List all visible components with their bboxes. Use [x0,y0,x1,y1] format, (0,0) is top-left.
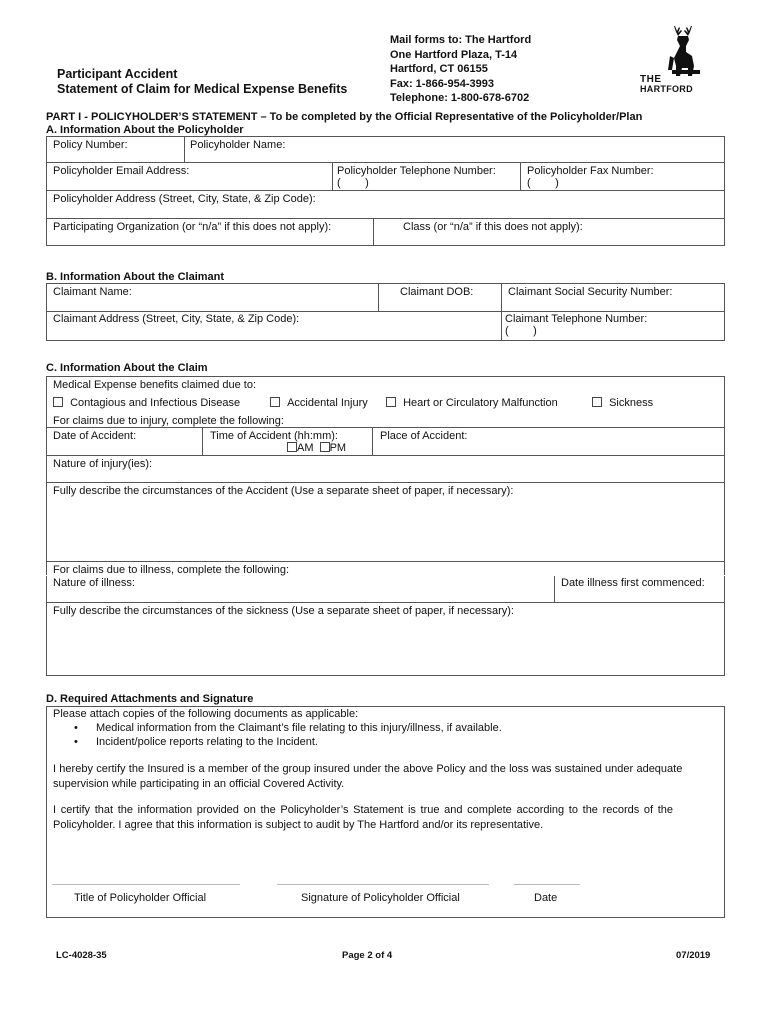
heart-label: Heart or Circulatory Malfunction [403,397,558,409]
section-b-heading: B. Information About the Claimant [46,271,225,283]
policyholder-email-field[interactable]: Policyholder Email Address: [53,165,190,177]
form-title [57,67,347,97]
form-title-line2: Statement of Claim for Medical Expense Benefits [57,82,348,96]
claimant-telephone-field[interactable]: Claimant Telephone Number: [505,313,648,325]
page-number: Page 2 of 4 [342,950,393,961]
date-of-accident-field[interactable]: Date of Accident: [53,430,137,442]
describe-accident-field[interactable]: Fully describe the circumstances of the Accident (Use a separate sheet of paper, if necessary): [53,485,514,497]
sickness-checkbox[interactable] [592,397,602,407]
option-sickness[interactable] [592,397,653,409]
policyholder-address-field[interactable]: Policyholder Address (Street, City, State, & Zip Code): [53,193,316,205]
stag-icon [648,26,708,78]
certify-1-line2: supervision while participating in an official Covered Activity. [53,777,345,790]
claimant-ssn-field[interactable]: Claimant Social Security Number: [508,286,673,298]
accidental-label: Accidental Injury [287,397,368,409]
claimant-dob-field[interactable]: Claimant DOB: [400,286,474,298]
class-field[interactable]: Class (or “n/a” if this does not apply): [403,221,583,233]
date-illness-field[interactable]: Date illness first commenced: [561,577,705,589]
mail-line: Fax: 1-866-954-3993 [390,77,494,90]
contagious-label: Contagious and Infectious Disease [70,397,241,409]
attachment-bullet-2: Incident/police reports relating to the Incident. [96,736,318,748]
claimant-name-field[interactable]: Claimant Name: [53,286,132,298]
title-of-official-label: Title of Policyholder Official [74,892,207,904]
attachment-bullet: • Medical information from the Claimant’s file relating to this injury/illness, if available. [74,722,502,734]
mail-line: One Hartford Plaza, T-14 [390,48,518,61]
claimed-due-to-label: Medical Expense benefits claimed due to: [53,379,257,391]
policyholder-fax-parens: ( ) [527,177,559,189]
certify-2-line1: I certify that the information provided on the Policyholder’s Statement is true and complete according to the records of the [53,804,674,816]
mail-line: Hartford, CT 06155 [390,63,488,75]
sickness-label: Sickness [609,397,654,409]
participating-organization-field[interactable]: Participating Organization (or “n/a” if this does not apply): [53,221,332,233]
section-d-heading: D. Required Attachments and Signature [46,693,254,705]
policyholder-telephone-parens: ( ) [337,177,369,189]
place-of-accident-field[interactable]: Place of Accident: [380,430,468,442]
am-label: AM [297,442,314,454]
injury-intro: For claims due to injury, complete the following: [53,415,284,427]
am-checkbox[interactable] [287,442,297,452]
contagious-checkbox[interactable] [53,397,63,407]
certify-statement-2 [53,803,673,832]
signature-of-official-label: Signature of Policyholder Official [301,892,460,904]
am-pm-options [287,442,346,454]
heart-checkbox[interactable] [386,397,396,407]
describe-sickness-field[interactable]: Fully describe the circumstances of the sickness (Use a separate sheet of paper, if necessary): [53,605,514,617]
policyholder-telephone-field[interactable]: Policyholder Telephone Number: [337,165,496,177]
date-label: Date [534,892,558,904]
illness-intro: For claims due to illness, complete the following: [53,564,289,576]
form-id: LC-4028-35 [56,950,107,961]
pm-label: PM [329,442,347,454]
attach-intro: Please attach copies of the following documents as applicable: [53,708,359,720]
claimant-address-field[interactable]: Claimant Address (Street, City, State, & Zip Code): [53,313,300,325]
nature-of-illness-field[interactable]: Nature of illness: [53,577,135,589]
claimant-telephone-parens: ( ) [505,325,537,337]
date-signature-line[interactable] [514,884,580,885]
option-accidental[interactable] [270,397,368,409]
pm-checkbox[interactable] [320,442,330,452]
mail-line: Telephone: 1-800-678-6702 [390,92,530,104]
title-signature-line[interactable] [52,884,240,885]
option-contagious[interactable] [53,397,240,409]
certify-1-line1: I hereby certify the Insured is a member of the group insured under the above Policy and the loss was sustained under adequate [53,763,683,775]
policyholder-fax-field[interactable]: Policyholder Fax Number: [527,165,654,177]
time-of-accident-field[interactable]: Time of Accident (hh:mm): [210,430,338,442]
attachment-bullet: • Incident/police reports relating to the Incident. [74,736,318,748]
form-date: 07/2019 [676,950,711,961]
policy-number-field[interactable]: Policy Number: [53,139,128,151]
attachment-bullet-1: Medical information from the Claimant’s file relating to this injury/illness, if available. [96,722,502,734]
part1-heading: PART I - POLICYHOLDER’S STATEMENT – To be completed by the Official Representative of the Policyholder/Plan [46,111,643,123]
section-c-heading: C. Information About the Claim [46,362,208,374]
mail-address-block [390,33,531,106]
option-heart[interactable] [386,397,558,409]
hartford-logo [640,26,700,96]
official-signature-line[interactable] [277,884,489,885]
form-title-line1: Participant Accident [57,67,178,81]
logo-text-hartford: HARTFORD [640,84,693,94]
logo-text-the: THE [640,74,662,85]
accidental-checkbox[interactable] [270,397,280,407]
policyholder-name-field[interactable]: Policyholder Name: [190,139,286,151]
certify-statement-1 [53,762,682,791]
certify-2-line2: Policyholder. I agree that this information is subject to audit by The Hartford and/or its representative. [53,818,544,831]
section-a-heading: A. Information About the Policyholder [46,124,244,136]
mail-line: Mail forms to: The Hartford [390,34,532,46]
nature-of-injury-field[interactable]: Nature of injury(ies): [53,458,153,470]
